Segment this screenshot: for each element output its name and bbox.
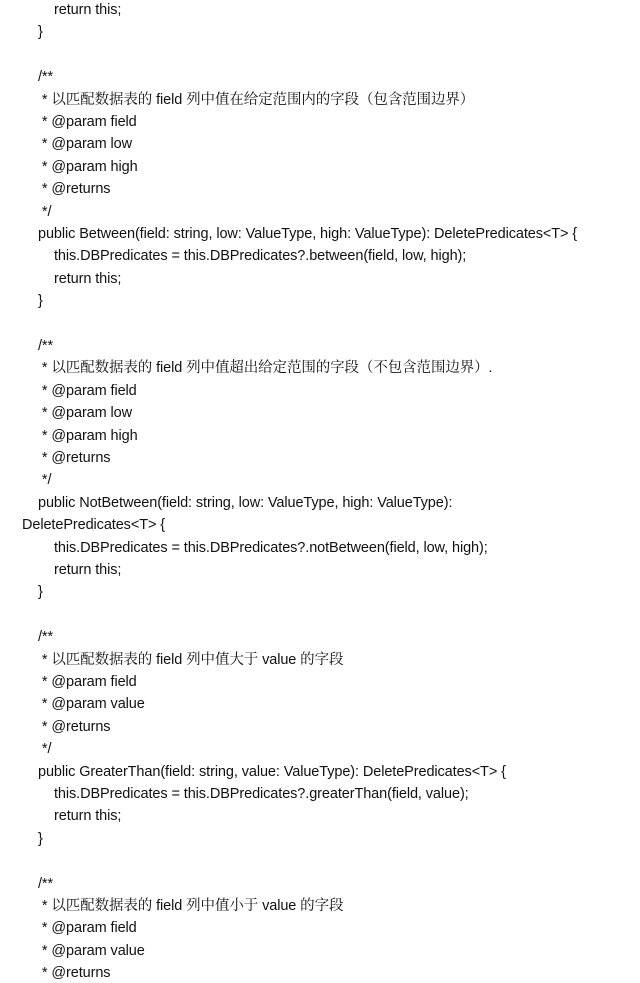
code-line: * @param value: [38, 942, 145, 959]
code-line: * @param value: [38, 696, 145, 713]
code-line: /**: [38, 338, 54, 354]
code-line: this.DBPredicates = this.DBPredicates?.notBetween(field, low, high);: [54, 539, 488, 556]
code-line: * 以匹配数据表的 field 列中值超出给定范围的字段（不包含范围边界）.: [38, 360, 493, 377]
code-line: */: [38, 472, 52, 489]
code-line: */: [38, 203, 52, 220]
code-line: }: [38, 24, 43, 41]
code-line: */: [38, 741, 52, 758]
code-line: DeletePredicates<T> {: [22, 517, 165, 534]
code-line: * @param field: [38, 382, 137, 399]
code-line: * @param high: [38, 158, 138, 175]
code-line: return this;: [54, 2, 122, 18]
code-line: * 以匹配数据表的 field 列中值在给定范围内的字段（包含范围边界）: [38, 91, 475, 108]
code-line: * @param field: [38, 114, 137, 130]
code-line: public Between(field: string, low: ValueType, high: ValueType): DeletePredicates<T> {: [38, 226, 578, 242]
code-line: /**: [38, 69, 54, 86]
code-line: * 以匹配数据表的 field 列中值小于 value 的字段: [38, 898, 344, 914]
code-line: return this;: [54, 808, 122, 825]
code-line: * @returns: [38, 181, 111, 198]
code-line: * @param low: [38, 405, 133, 422]
code-line: * @returns: [38, 450, 111, 466]
code-line: * @param field: [38, 674, 137, 690]
code-line: public NotBetween(field: string, low: ValueType, high: ValueType):: [38, 494, 453, 511]
code-line: return this;: [54, 270, 122, 287]
code-line: this.DBPredicates = this.DBPredicates?.between(field, low, high);: [54, 248, 467, 265]
code-line: * 以匹配数据表的 field 列中值大于 value 的字段: [38, 651, 344, 668]
code-line: }: [38, 830, 43, 847]
code-line: * @param high: [38, 427, 138, 444]
code-line: public GreaterThan(field: string, value: ValueType): DeletePredicates<T> {: [38, 763, 506, 780]
code-line: return this;: [54, 562, 122, 578]
code-line: * @returns: [38, 718, 111, 735]
code-line: * @param low: [38, 136, 133, 153]
code-line: * @param field: [38, 920, 137, 937]
code-line: * @returns: [38, 965, 111, 982]
code-line: }: [38, 293, 43, 310]
code-line: }: [38, 584, 43, 601]
code-line: /**: [38, 875, 54, 892]
code-line: this.DBPredicates = this.DBPredicates?.greaterThan(field, value);: [54, 786, 469, 802]
code-line: /**: [38, 629, 54, 646]
